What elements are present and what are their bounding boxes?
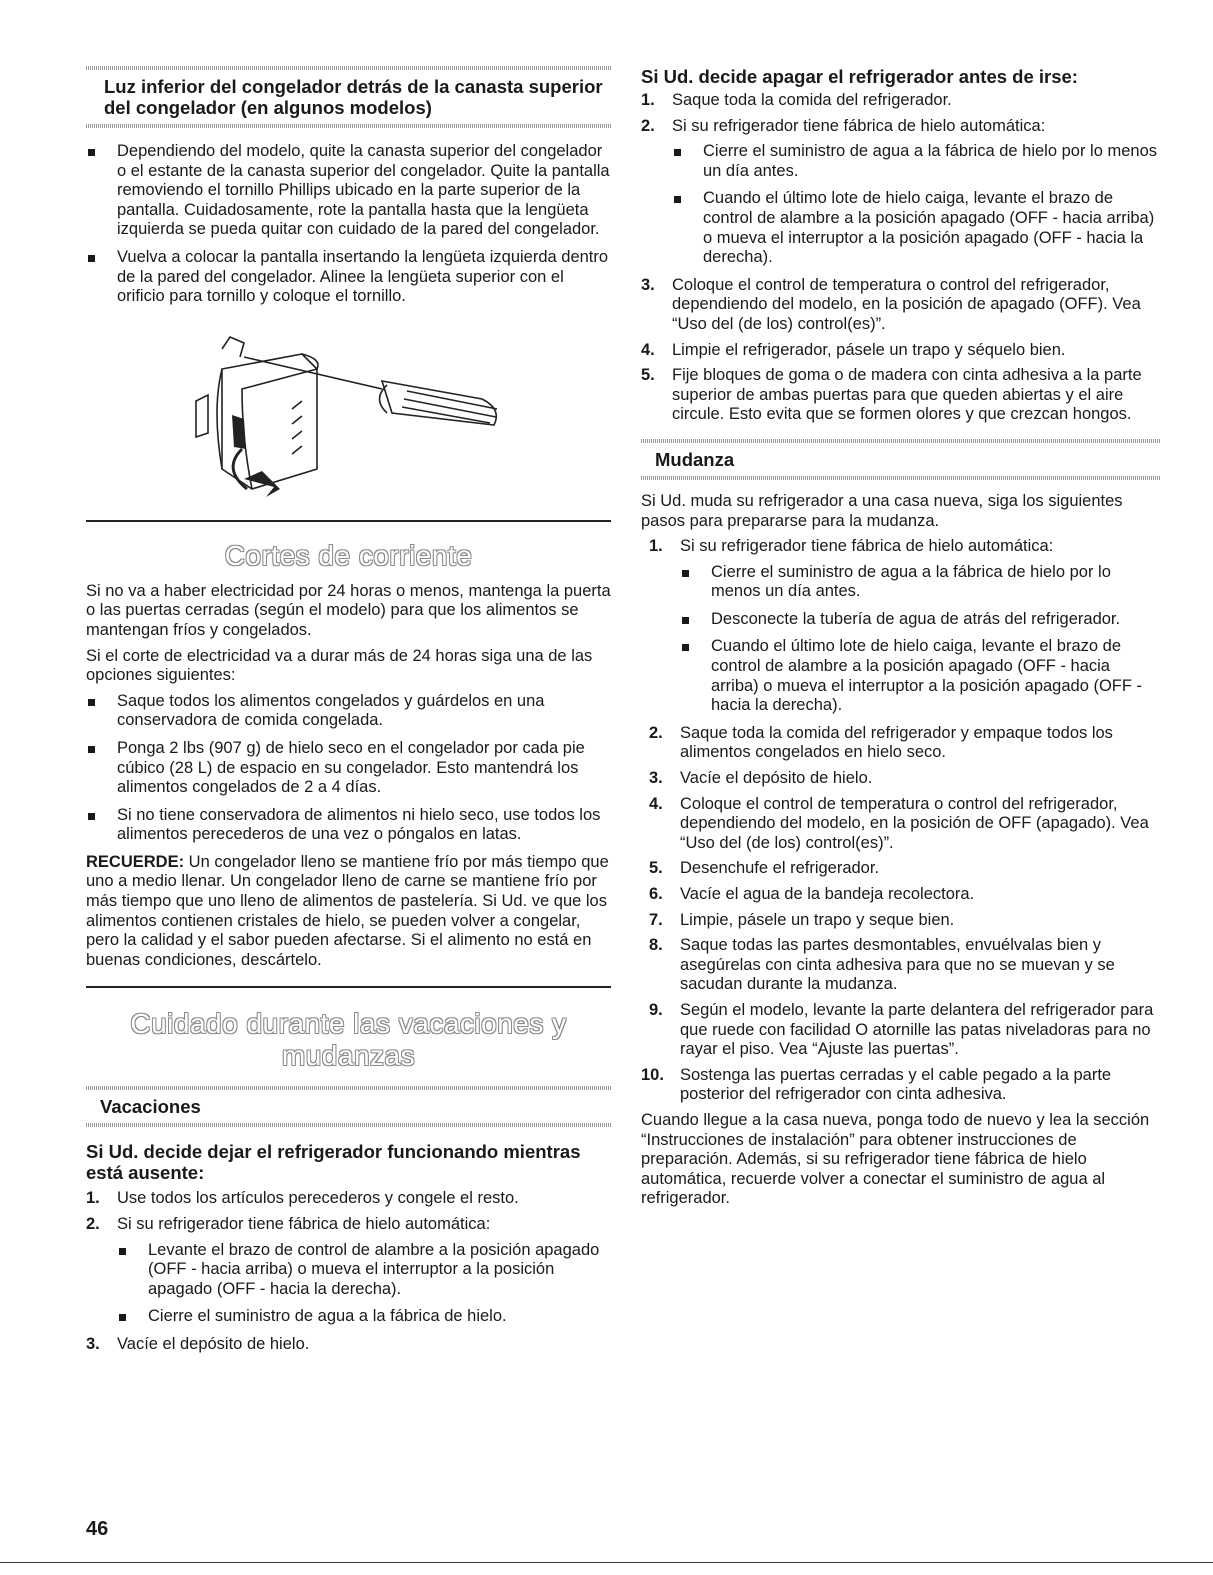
light-section-title: Luz inferior del congelador detrás de la canasta superior del congelador (en algunos modelos) <box>104 76 603 118</box>
list-item: 3. Coloque el control de temperatura o control del refrigerador, dependiendo del modelo, en la posición de apagado (OFF). Vea “Uso del (de los) control(es)”. <box>641 275 1141 333</box>
moving-intro: Si Ud. muda su refrigerador a una casa nueva, siga los siguientes pasos para prepararse para la mudanza. <box>641 491 1123 530</box>
moving-steps <box>641 537 1160 1105</box>
freezer-light-shield-illustration <box>182 329 512 499</box>
list-item: Cuando el último lote de hielo caiga, levante el brazo de control de alambre a la posición apagado (OFF - hacia arriba) o mueva el interruptor a la posición apagado (OFF - hacia la derecha). <box>672 189 1160 267</box>
list-item: 2. Si su refrigerador tiene fábrica de hielo automática: Cierre el suministro de agua a la fábrica de hielo por lo menos un día antes. Cuando el último lote de hielo caiga, levante el brazo de control de alambre a la posición apagado (OFF - hacia arriba) o mueva el interruptor a la posición apagado (OFF - hacia la derecha). <box>641 117 1160 268</box>
list-item: 1. Use todos los artículos perecederos y congele el resto. <box>86 1189 519 1208</box>
remember-note <box>86 853 611 971</box>
list-item: 3. Vacíe el depósito de hielo. <box>649 769 873 788</box>
list-item: Ponga 2 lbs (907 g) de hielo seco en el congelador por cada pie cúbico (28 L) de espacio en su congelador. Esto mantendrá los alimentos congelados de 2 a 4 días. <box>86 739 611 798</box>
list-item: Dependiendo del modelo, quite la canasta superior del congelador o el estante de la canasta superior del congelador. Quite la pantalla removiendo el tornillo Phillips ubicado en la parte superior de la pantalla. Cuidadosamente, rote la pantalla hasta que la lengüeta izquierda se pueda quitar con cuidado de la pared del congelador. <box>86 142 611 240</box>
vacations-title: Vacaciones <box>100 1096 201 1118</box>
light-bullets <box>86 142 611 307</box>
dotted-rule <box>86 124 611 128</box>
sub-bullets <box>117 1241 611 1327</box>
list-item: Si no tiene conservadora de alimentos ni hielo seco, use todos los alimentos perecederos de una vez o póngalos en latas. <box>86 806 611 845</box>
heading-line: Cuidado durante las vacaciones y <box>130 1008 567 1040</box>
vacation-moving-heading <box>86 1008 611 1072</box>
list-item: Vuelva a colocar la pantalla insertando la lengüeta izquierda dentro de la pared del congelador. Alinee la lengüeta superior con el orificio para tornillo y coloque el tornillo. <box>86 248 611 307</box>
remember-text: Un congelador lleno se mantiene frío por más tiempo que uno a medio llenar. Un congelador lleno de carne se mantiene frío por más tiempo que uno lleno de alimentos de pastelería. Si Ud. ve que los alimentos contienen cristales de hielo, se pueden volver a congelar, pero la calidad y el sabor pueden afectarse. Si el alimento no está en buenas condiciones, descártelo. <box>86 852 609 969</box>
sub-bullets <box>680 563 1160 716</box>
list-item: 9. Según el modelo, levante la parte delantera del refrigerador para que ruede con facilidad O atornille las patas niveladoras para no rayar el piso. Vea “Ajuste las puertas”. <box>649 1000 1154 1059</box>
page-bottom-rule <box>0 1562 1213 1563</box>
page-number: 46 <box>86 1518 109 1540</box>
list-item: 2. Saque toda la comida del refrigerador y empaque todos los alimentos congelados en hielo seco. <box>649 723 1113 762</box>
running-title: Si Ud. decide dejar el refrigerador funcionando mientras está ausente: <box>86 1141 581 1184</box>
dotted-rule <box>86 1123 611 1127</box>
dotted-rule <box>641 476 1160 480</box>
off-steps <box>641 91 1160 425</box>
list-item: 5. Fije bloques de goma o de madera con cinta adhesiva a la parte superior de ambas puertas para que queden abiertas y el aire circule. Esto evita que se formen olores y que crezcan hongos. <box>641 366 1142 424</box>
outage-bullets <box>86 692 611 845</box>
list-item: 10. Sostenga las puertas cerradas y el cable pegado a la parte posterior del refrigerador con cinta adhesiva. <box>641 1065 1112 1104</box>
list-item: Cierre el suministro de agua a la fábrica de hielo. <box>117 1307 611 1327</box>
remember-label: RECUERDE: <box>86 852 185 871</box>
outage-paragraph: Si no va a haber electricidad por 24 horas o menos, mantenga la puerta o las puertas cerradas (según el modelo) para que los alimentos se mantengan fríos y congelados. <box>86 581 611 639</box>
list-item: 1. Saque toda la comida del refrigerador. <box>641 91 952 109</box>
list-item: 5. Desenchufe el refrigerador. <box>649 859 880 878</box>
list-item: 6. Vacíe el agua de la bandeja recolectora. <box>649 885 975 903</box>
list-item: Cuando el último lote de hielo caiga, levante el brazo de control de alambre a la posición apagado (OFF - hacia arriba) o mueva el interruptor a la posición apagado (OFF - hacia la derecha). <box>680 637 1160 715</box>
section-divider <box>86 986 611 988</box>
moving-title: Mudanza <box>655 448 735 470</box>
left-column <box>86 66 611 1361</box>
list-item: Cierre el suministro de agua a la fábrica de hielo por lo menos un día antes. <box>672 142 1160 181</box>
right-column <box>641 66 1160 1215</box>
dotted-rule <box>641 439 1160 443</box>
list-item: 2. Si su refrigerador tiene fábrica de hielo automática: Levante el brazo de control de alambre a la posición apagado (OFF - hacia arriba) o mueva el interruptor a la posición apagado (OFF - hacia la derecha). Cierre el suministro de agua a la fábrica de hielo. <box>86 1215 611 1327</box>
list-item: 8. Saque todas las partes desmontables, envuélvalas bien y asegúrelas con cinta adhesiva para que no se muevan y se sacudan durante la mudanza. <box>649 936 1115 994</box>
sub-bullets <box>672 142 1160 268</box>
section-divider <box>86 520 611 522</box>
list-item: 1. Si su refrigerador tiene fábrica de hielo automática: Cierre el suministro de agua a la fábrica de hielo por lo menos un día antes. Desconecte la tubería de agua de atrás del refrigerador. Cuando el último lote de hielo caiga, levante el brazo de control de alambre a la posición apagado (OFF - hacia arriba) o mueva el interruptor a la posición apagado (OFF - hacia la derecha). <box>649 537 1160 716</box>
off-title: Si Ud. decide apagar el refrigerador antes de irse: <box>641 66 1078 87</box>
list-item: Saque todos los alimentos congelados y guárdelos en una conservadora de comida congelada. <box>86 692 611 731</box>
list-item: 4. Coloque el control de temperatura o control del refrigerador, dependiendo del modelo, en la posición de OFF (apagado). Vea “Uso del (de los) control(es)”. <box>649 794 1149 852</box>
heading-line: mudanzas <box>281 1040 416 1072</box>
running-steps <box>86 1189 611 1354</box>
power-outage-heading: Cortes de corriente <box>224 539 473 571</box>
outage-paragraph: Si el corte de electricidad va a durar más de 24 horas siga una de las opciones siguientes: <box>86 646 593 685</box>
list-item: Desconecte la tubería de agua de atrás del refrigerador. <box>680 610 1160 630</box>
list-item: 3. Vacíe el depósito de hielo. <box>86 1335 310 1353</box>
list-item: 4. Limpie el refrigerador, pásele un trapo y séquelo bien. <box>641 340 1066 359</box>
list-item: 7. Limpie, pásele un trapo y seque bien. <box>649 910 955 929</box>
list-item: Cierre el suministro de agua a la fábrica de hielo por lo menos un día antes. <box>680 563 1160 602</box>
moving-outro: Cuando llegue a la casa nueva, ponga todo de nuevo y lea la sección “Instrucciones de instalación” para obtener instrucciones de preparación. Además, si su refrigerador tiene fábrica de hielo automática, recuerde volver a conectar el suministro de agua al refrigerador. <box>641 1110 1150 1208</box>
dotted-rule <box>86 66 611 70</box>
list-item: Levante el brazo de control de alambre a la posición apagado (OFF - hacia arriba) o mueva el interruptor a la posición apagado (OFF - hacia la derecha). <box>117 1241 611 1300</box>
dotted-rule <box>86 1086 611 1090</box>
